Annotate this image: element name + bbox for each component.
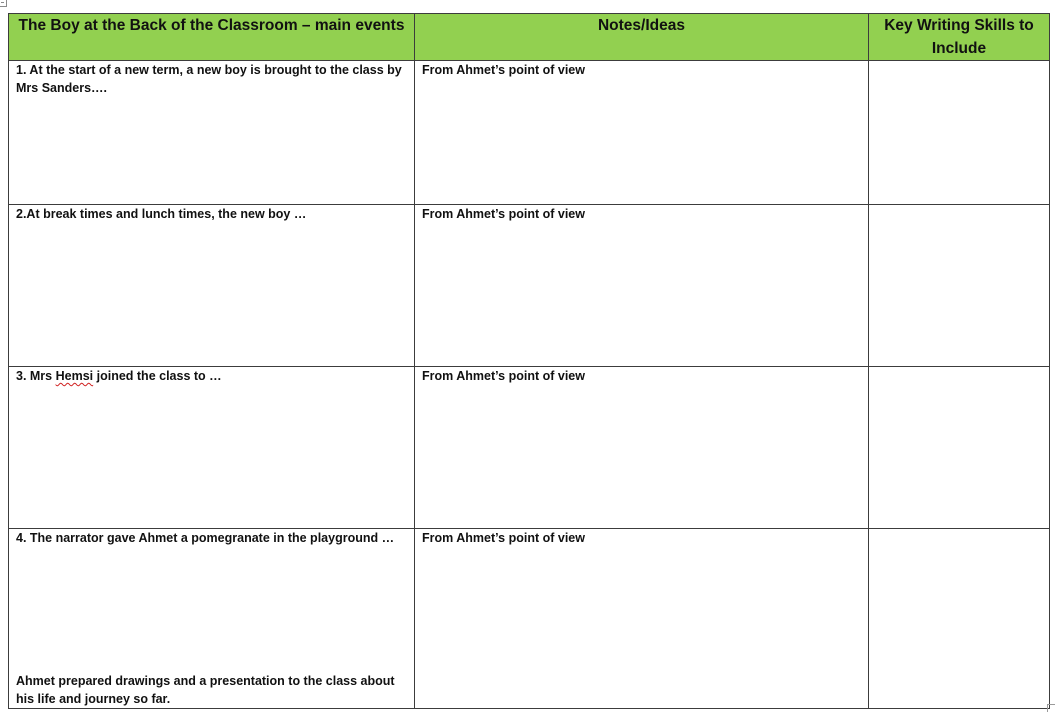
table-row [9, 529, 1050, 709]
table-row [9, 367, 1050, 529]
event-cell[interactable] [9, 205, 415, 367]
event-extra-text: Ahmet prepared drawings and a presentation to the class about his life and journey so far. [16, 674, 395, 706]
header-notes-ideas[interactable]: Notes/Ideas [415, 14, 869, 61]
notes-text: From Ahmet’s point of view [422, 207, 585, 221]
notes-cell[interactable] [415, 367, 869, 529]
event-cell[interactable] [9, 61, 415, 205]
event-text [16, 367, 407, 385]
table-resize-handle-icon[interactable] [1047, 704, 1055, 712]
table-row [9, 205, 1050, 367]
header-main-events[interactable]: The Boy at the Back of the Classroom – main events [9, 14, 415, 61]
event-cell[interactable] [9, 529, 415, 709]
header-key-writing-skills[interactable]: Key Writing Skills to Include [869, 14, 1050, 61]
spelling-flagged-word[interactable]: Hemsi [55, 369, 94, 383]
event-text: 2.At break times and lunch times, the new boy … [16, 207, 307, 221]
skills-cell[interactable] [869, 205, 1050, 367]
notes-text: From Ahmet’s point of view [422, 63, 585, 77]
header-row [9, 14, 1050, 61]
notes-cell[interactable] [415, 61, 869, 205]
event-cell[interactable] [9, 367, 415, 529]
notes-text: From Ahmet’s point of view [422, 531, 585, 545]
table-row [9, 61, 1050, 205]
event-text-suffix: joined the class to … [93, 369, 222, 383]
table-header [9, 14, 1050, 61]
event-text: 4. The narrator gave Ahmet a pomegranate in the playground … [16, 531, 395, 545]
notes-cell[interactable] [415, 205, 869, 367]
event-text: 1. At the start of a new term, a new boy is brought to the class by Mrs Sanders…. [16, 63, 402, 95]
story-events-table [8, 13, 1050, 709]
skills-cell[interactable] [869, 529, 1050, 709]
skills-cell[interactable] [869, 61, 1050, 205]
table-move-handle-icon[interactable] [0, 0, 7, 7]
event-text-prefix: 3. Mrs [16, 369, 56, 383]
skills-cell[interactable] [869, 367, 1050, 529]
notes-text: From Ahmet’s point of view [422, 369, 585, 383]
notes-cell[interactable] [415, 529, 869, 709]
